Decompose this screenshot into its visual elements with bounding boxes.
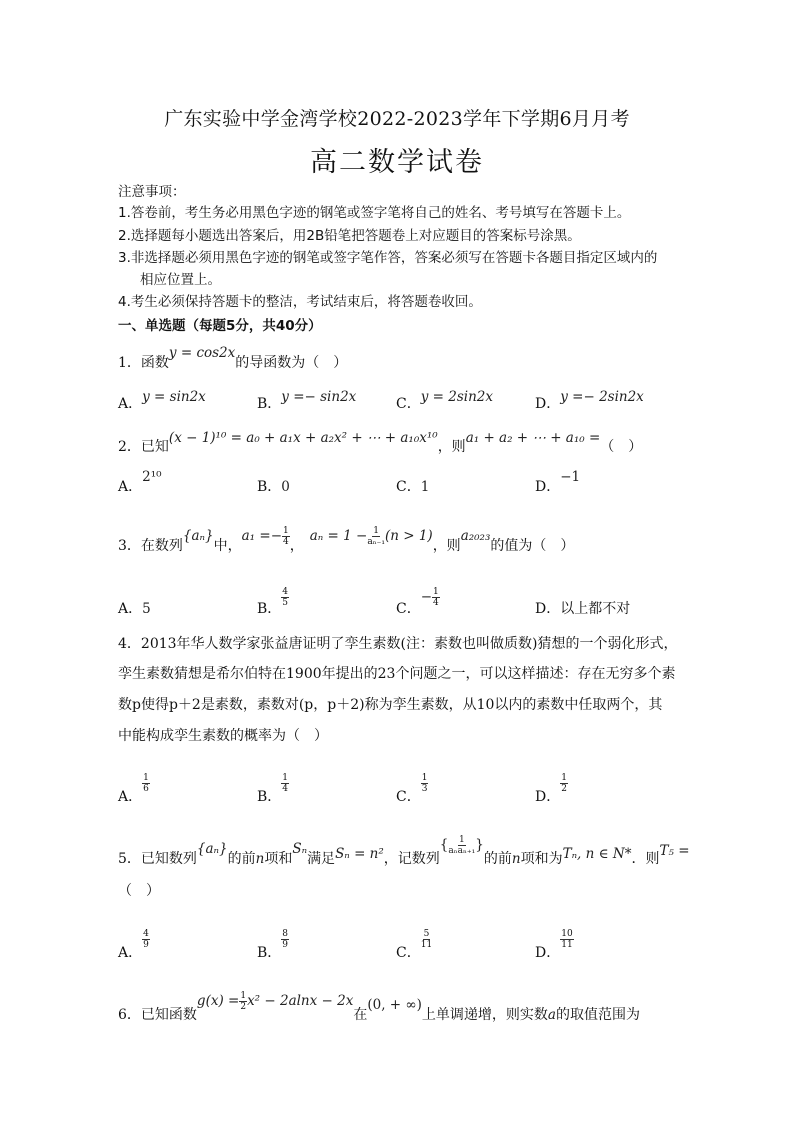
option-text: 以上都不对 <box>560 601 631 617</box>
option-math: 0 <box>281 479 290 495</box>
frac-num: 1 <box>433 586 439 597</box>
q5-option-c[interactable] <box>396 928 433 964</box>
question-4-line: 孪生素数猜想是希尔伯特在1900年提出的23个问题之一，可以这样描述：存在无穷多个素 <box>118 666 676 682</box>
q5-answer-paren: （ ） <box>118 883 160 899</box>
frac-num: 10 <box>561 928 573 939</box>
q5-t5: T₅ = <box>659 843 690 859</box>
q5-text: ．则 <box>631 851 660 867</box>
q6-interval: (0, + ∞) <box>367 997 422 1013</box>
q2-option-b[interactable] <box>257 476 290 496</box>
frac-num: 4 <box>282 586 289 597</box>
frac-num: 5 <box>423 928 430 939</box>
option-label: A． <box>118 789 143 805</box>
q5-text: 项和 <box>264 851 293 867</box>
q3-comma: ， <box>289 538 304 554</box>
frac-num: 1 <box>143 772 149 783</box>
question-3 <box>118 525 575 557</box>
q5-n: n <box>511 851 521 867</box>
q5-seq: {aₙ} <box>196 841 228 857</box>
frac-num: 1 <box>561 772 567 783</box>
frac-num: 1 <box>240 990 247 1001</box>
q3-a1-frac <box>282 526 290 547</box>
notice-item: 相应位置上。 <box>140 272 221 288</box>
frac-num: 4 <box>143 928 149 939</box>
frac-num: 8 <box>282 928 289 939</box>
q5-sn-eq: Sₙ = n² <box>335 846 384 862</box>
q1-option-b[interactable] <box>257 389 357 413</box>
option-math: y = sin2x <box>142 389 206 405</box>
frac-den: 3 <box>421 783 428 794</box>
option-label: B． <box>257 479 282 495</box>
question-5 <box>118 835 690 870</box>
option-frac <box>560 929 573 950</box>
option-math: y = 2sin2x <box>420 389 493 405</box>
option-math: 1 <box>420 479 430 495</box>
option-label: D． <box>535 601 561 617</box>
option-frac <box>421 773 429 794</box>
question-4-line: 4．2013年华人数学家张益唐证明了孪生素数(注：素数也叫做质数)猜想的一个弱化形式， <box>118 636 678 652</box>
frac-den: 4 <box>433 597 439 608</box>
q6-text: 上单调递增，则实数 <box>421 1007 548 1023</box>
frac-den: 2 <box>561 783 567 794</box>
q3-seq: {aₙ} <box>182 528 214 544</box>
q3-option-c[interactable] <box>396 586 440 620</box>
option-label: A． <box>118 479 143 495</box>
section-title: 一、单选题（每题5分，共40分） <box>118 318 322 334</box>
frac-den: aₙaₙ₊₁ <box>448 846 476 856</box>
q4-option-c[interactable] <box>396 772 428 808</box>
q6-text: 在 <box>353 1007 368 1023</box>
q1-suffix: 的导函数为（ ） <box>235 355 348 371</box>
option-label: B． <box>257 601 282 617</box>
option-frac <box>142 929 150 950</box>
frac-num: 1 <box>458 835 465 845</box>
frac-den: 9 <box>282 939 289 950</box>
q4-option-d[interactable] <box>535 772 568 808</box>
q6-g: g(x) = <box>196 993 240 1009</box>
option-label: D． <box>535 945 561 961</box>
frac-den: 5 <box>282 597 289 608</box>
option-sign: − <box>420 589 433 605</box>
notice-heading: 注意事项： <box>118 184 186 200</box>
frac-den: 11 <box>420 939 433 950</box>
notice-item: 1.答卷前，考生务必用黑色字迹的钢笔或签字笔将自己的姓名、考号填写在答题卡上。 <box>118 205 631 221</box>
q6-g-rest: x² − 2alnx − 2x <box>247 993 354 1009</box>
frac-den: 4 <box>282 783 289 794</box>
option-frac <box>142 773 150 794</box>
q1-prefix: 1．函数 <box>118 355 169 371</box>
option-math: y =− sin2x <box>281 389 357 405</box>
option-frac <box>560 773 568 794</box>
school-exam-line: 广东实验中学金湾学校2022-2023学年下学期6月月考 <box>164 108 630 130</box>
q1-function: y = cos2x <box>168 345 236 361</box>
option-label: A． <box>118 945 143 961</box>
option-label: B． <box>257 945 282 961</box>
frac-num: 1 <box>283 525 289 536</box>
q5-text: 项和为 <box>520 851 563 867</box>
question-6 <box>118 990 640 1026</box>
q5-n: n <box>255 851 265 867</box>
option-label: B． <box>257 396 282 412</box>
q3-mid1: 中， <box>213 538 242 554</box>
option-label: C． <box>396 396 421 412</box>
q5-text: 满足 <box>307 851 336 867</box>
q1-option-d[interactable] <box>535 389 644 413</box>
q2-mid: ，则 <box>437 439 466 455</box>
q2-option-c[interactable] <box>396 476 429 496</box>
exam-title: 高二数学试卷 <box>310 147 484 178</box>
option-label: A． <box>118 601 143 617</box>
q6-a: a <box>547 1007 556 1023</box>
option-label: C． <box>396 945 421 961</box>
q3-suffix: 的值为（ ） <box>490 538 575 554</box>
frac-den: 4 <box>283 536 289 547</box>
option-text: 5 <box>142 601 151 617</box>
option-frac <box>281 773 289 794</box>
option-frac <box>432 587 440 608</box>
q5-option-a[interactable] <box>118 928 150 964</box>
q5-text: 的前 <box>227 851 256 867</box>
q5-text: 的前 <box>483 851 512 867</box>
q6-text: 的取值范围为 <box>555 1007 640 1023</box>
q2-expansion: (x − 1)¹⁰ = a₀ + a₁x + a₂x² + ⋯ + a₁₀x¹⁰ <box>168 430 438 446</box>
q1-option-a[interactable] <box>118 389 206 413</box>
frac-den: 9 <box>143 939 149 950</box>
option-label: A． <box>118 396 143 412</box>
q6-prefix: 6．已知函数 <box>118 1007 197 1023</box>
option-label: D． <box>535 789 561 805</box>
frac-den: 2 <box>240 1001 247 1012</box>
q3-target: a₂₀₂₃ <box>460 528 491 544</box>
q2-option-a[interactable] <box>118 469 162 496</box>
q3-option-b[interactable] <box>257 586 289 620</box>
frac-num: 1 <box>282 772 289 783</box>
frac-den: 6 <box>143 783 149 794</box>
q2-option-d[interactable] <box>535 469 581 496</box>
q2-suffix: （ ） <box>600 439 643 455</box>
q3-cond: (n > 1) <box>384 528 433 544</box>
q1-option-c[interactable] <box>396 389 493 413</box>
option-label: B． <box>257 789 282 805</box>
question-2 <box>118 430 643 456</box>
frac-den: 11 <box>561 939 573 950</box>
option-label: D． <box>535 396 561 412</box>
q3-an-frac <box>367 526 385 547</box>
option-frac <box>281 929 289 950</box>
option-math: −1 <box>560 469 581 485</box>
q5-sn: Sₙ <box>292 841 308 857</box>
q2-sum: a₁ + a₂ + ⋯ + a₁₀ = <box>465 430 601 446</box>
q3-prefix: 3．在数列 <box>118 538 183 554</box>
frac-num: 1 <box>373 525 380 536</box>
option-label: C． <box>396 789 421 805</box>
q3-a1: a₁ =− <box>241 528 282 544</box>
q5-text: ，记数列 <box>383 851 440 867</box>
q3-mid2: ，则 <box>432 538 461 554</box>
q5-frac <box>448 835 475 856</box>
notice-item: 2.选择题每小题选出答案后，用2B铅笔把答题卷上对应题目的答案标号涂黑。 <box>118 228 581 244</box>
q4-option-a[interactable] <box>118 772 150 808</box>
q3-an: aₙ = 1 − <box>309 528 368 544</box>
option-label: D． <box>535 479 561 495</box>
q5-option-d[interactable] <box>535 928 574 964</box>
option-label: C． <box>396 601 421 617</box>
q2-prefix: 2．已知 <box>118 439 169 455</box>
notice-item: 3.非选择题必须用黑色字迹的钢笔或签字笔作答，答案必须写在答题卡各题目指定区域内的 <box>118 250 658 266</box>
option-label: C． <box>396 479 421 495</box>
question-4-line: 中能构成孪生素数的概率为（ ） <box>118 728 328 744</box>
option-frac <box>421 929 432 950</box>
q4-option-b[interactable] <box>257 772 289 808</box>
frac-num: 1 <box>421 772 428 783</box>
question-4-line: 数p使得p＋2是素数，素数对(p，p＋2)称为孪生素数，从10以内的素数中任取两个，其 <box>118 697 663 713</box>
q5-tn: Tₙ, n ∈ N* <box>562 846 632 862</box>
option-frac <box>281 587 289 608</box>
q6-half <box>239 991 247 1012</box>
q5-option-b[interactable] <box>257 928 289 964</box>
q5-recip-seq: { $\frac{1}{\text{aₙaₙ₊₁}}$ } <box>439 835 484 856</box>
question-1 <box>118 345 348 372</box>
option-math: 2¹⁰ <box>142 469 162 485</box>
frac-den: aₙ₋₁ <box>367 536 385 547</box>
option-math: y =− 2sin2x <box>560 389 644 405</box>
notice-item: 4.考生必须保持答题卡的整洁，考试结束后，将答题卷收回。 <box>118 294 482 310</box>
q3-option-a[interactable] <box>118 598 151 618</box>
q5-prefix: 5．已知数列 <box>118 851 197 867</box>
q3-option-d[interactable] <box>535 598 630 618</box>
